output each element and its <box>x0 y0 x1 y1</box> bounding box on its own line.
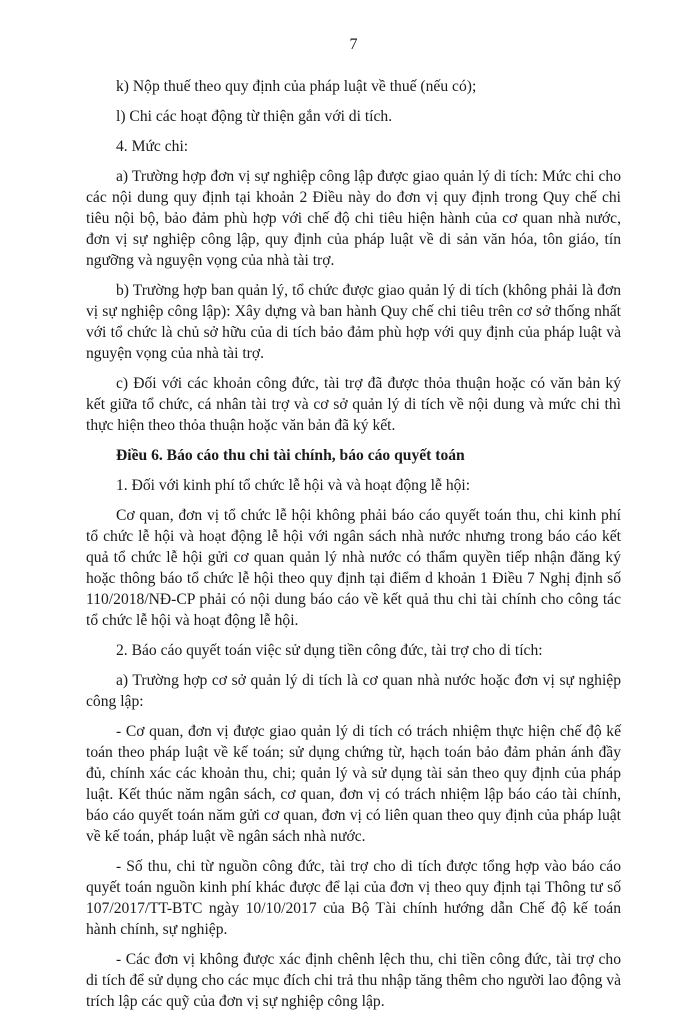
paragraph-k-tax: k) Nộp thuế theo quy định của pháp luật về thuế (nếu có); <box>116 78 477 95</box>
paragraph-l-charity: l) Chi các hoạt động từ thiện gắn với di tích. <box>116 108 393 125</box>
paragraph-6-2a-bullet-2: - Số thu, chi từ nguồn công đức, tài trợ cho di tích được tổng hợp vào báo cáo quyết toán nguồn kinh phí khác được để lại của đơn vị theo quy định tại Thông tư số 107/2017/TT-BTC ngày 10/10/2017 của Bộ Tài chính hướng dẫn Chế độ kế toán hành chính, sự nghiệp. <box>86 858 621 938</box>
paragraph-6-1-body: Cơ quan, đơn vị tổ chức lễ hội không phải báo cáo quyết toán thu, chi kinh phí tổ chức lễ hội và hoạt động lễ hội với ngân sách nhà nước nhưng trong báo cáo kết quả tổ chức lễ hội gửi cơ quan quản lý nhà nước có thẩm quyền tiếp nhận đăng ký hoặc thông báo tổ chức lễ hội theo quy định tại điểm d khoản 1 Điều 7 Nghị định số 110/2018/NĐ-CP phải có nội dung báo cáo về kết quả thu chi tài chính cho công tác tổ chức lễ hội và hoạt động lễ hội. <box>86 507 621 629</box>
article-6-heading: Điều 6. Báo cáo thu chi tài chính, báo cáo quyết toán <box>116 447 465 464</box>
paragraph-4b: b) Trường hợp ban quản lý, tổ chức được giao quản lý di tích (không phải là đơn vị sự nghiệp công lập): Xây dựng và ban hành Quy chế chi tiêu trên cơ sở thống nhất với tổ chức là chủ sở hữu của di tích bảo đảm phù hợp với quy định của pháp luật và nguyện vọng của nhà tài trợ. <box>86 282 621 362</box>
paragraph-spending-level: 4. Mức chi: <box>116 138 189 155</box>
paragraph-6-1: 1. Đối với kinh phí tổ chức lễ hội và và hoạt động lễ hội: <box>116 477 471 494</box>
page-number: 7 <box>349 36 358 53</box>
paragraph-6-2a-bullet-1: - Cơ quan, đơn vị được giao quản lý di tích có trách nhiệm thực hiện chế độ kế toán theo pháp luật về kế toán; sử dụng chứng từ, hạch toán bảo đảm phản ánh đầy đủ, chính xác các khoản thu, chi; quản lý và sử dụng tài sản theo quy định của pháp luật. Kết thúc năm ngân sách, cơ quan, đơn vị có trách nhiệm lập báo cáo tài chính, báo cáo quyết toán năm gửi cơ quan, đơn vị có liên quan theo quy định của pháp luật về kế toán, pháp luật về ngân sách nhà nước. <box>86 723 621 845</box>
paragraph-4a: a) Trường hợp đơn vị sự nghiệp công lập được giao quản lý di tích: Mức chi cho các nội dung quy định tại khoản 2 Điều này do đơn vị quy định trong Quy chế chi tiêu nội bộ, bảo đảm phù hợp với chế độ chi tiêu hiện hành của cơ quan nhà nước, đơn vị sự nghiệp công lập, quy định của pháp luật về di sản văn hóa, tôn giáo, tín ngưỡng và nguyện vọng của nhà tài trợ. <box>86 168 621 269</box>
paragraph-6-2: 2. Báo cáo quyết toán việc sử dụng tiền công đức, tài trợ cho di tích: <box>116 642 543 659</box>
paragraph-4c: c) Đối với các khoản công đức, tài trợ đã được thỏa thuận hoặc có văn bản ký kết giữa tổ chức, cá nhân tài trợ và cơ sở quản lý di tích về nội dung và mức chi thì thực hiện theo thỏa thuận hoặc văn bản đã ký kết. <box>86 375 621 434</box>
paragraph-6-2a-bullet-3: - Các đơn vị không được xác định chênh lệch thu, chi tiền công đức, tài trợ cho di tích để sử dụng cho các mục đích chi trả thu nhập tăng thêm cho người lao động và trích lập các quỹ của đơn vị sự nghiệp công lập. <box>86 951 621 1010</box>
paragraph-6-2a: a) Trường hợp cơ sở quản lý di tích là cơ quan nhà nước hoặc đơn vị sự nghiệp công lập: <box>86 672 621 710</box>
